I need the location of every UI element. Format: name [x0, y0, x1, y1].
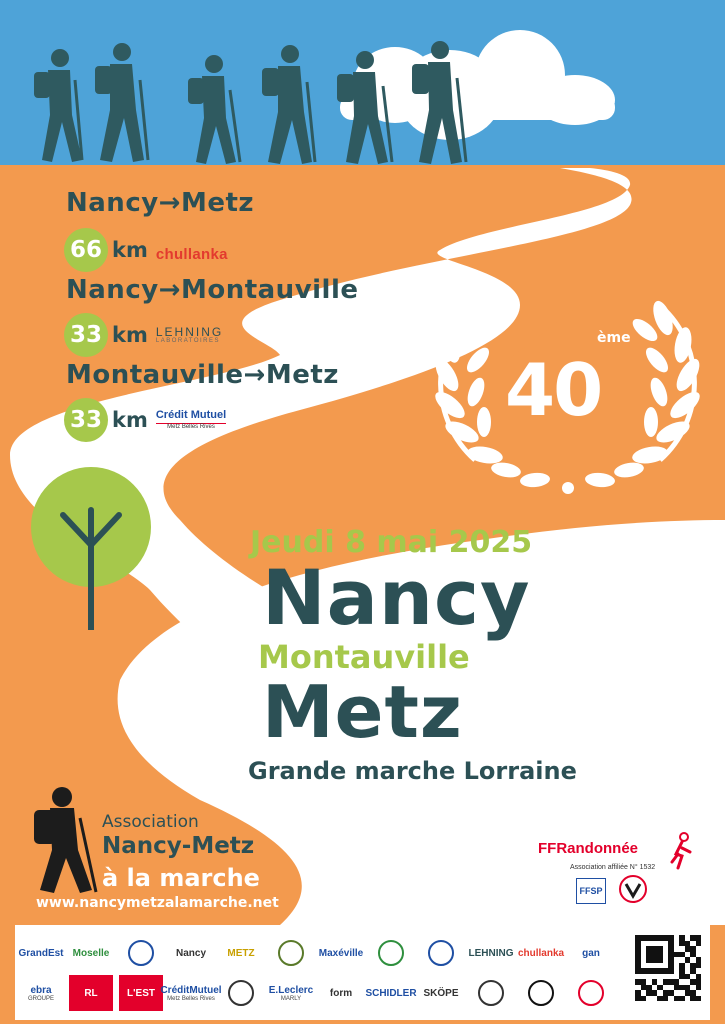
round-dark-logo — [219, 975, 263, 1011]
sponsor-lehning-name: LEHNING — [155, 325, 224, 339]
credit-mutuel-label: CréditMutuel — [160, 984, 222, 996]
sponsor-credit-mutuel-sub: Metz Belles Rives — [156, 423, 226, 430]
route-title-1: Nancy→Metz — [66, 188, 255, 218]
shield-green-mark — [378, 940, 404, 966]
credit-mutuel-logo — [160, 975, 222, 1011]
meurthe-moselle-mark — [128, 940, 154, 966]
ebra-logo — [19, 975, 63, 1011]
km-unit: km — [112, 408, 148, 432]
chullanka-label: chullanka — [517, 947, 565, 959]
crest-mark — [278, 940, 304, 966]
ville-nancy-logo — [169, 935, 213, 971]
moselle-label: Moselle — [72, 947, 110, 959]
association-url[interactable]: www.nancymetzalamarche.net — [36, 895, 279, 911]
grand-est-logo — [19, 935, 63, 971]
round-black-logo — [519, 975, 563, 1011]
lest-label: L'EST — [127, 987, 155, 999]
grand-est-label: GrandEst — [18, 947, 64, 959]
ffsp-logo — [576, 878, 606, 904]
eform-label: form — [329, 987, 353, 999]
sponsor-chullanka: chullanka — [155, 245, 228, 263]
route-title-3: Montauville→Metz — [66, 360, 339, 390]
anniversary-number: 40 — [505, 348, 602, 432]
round-emblem-logo — [469, 975, 513, 1011]
km-unit: km — [112, 323, 148, 347]
ville-metz-logo — [219, 935, 263, 971]
event-subtitle: Grande marche Lorraine — [248, 757, 577, 785]
leclerc-label: E.Leclerc — [268, 984, 314, 996]
crest-logo — [269, 935, 313, 971]
ffsp-text: FFSP — [579, 886, 603, 896]
lest-logo — [119, 975, 163, 1011]
sponsor-lehning — [156, 326, 223, 344]
maxeville-label: Maxéville — [318, 947, 364, 959]
rl-logo — [69, 975, 113, 1011]
route-distance-1 — [64, 228, 228, 272]
chullanka-logo — [519, 935, 563, 971]
anniversary-suffix: ème — [597, 330, 631, 346]
gan-logo — [569, 935, 613, 971]
leclerc-logo — [269, 975, 313, 1011]
blue-square-mark — [428, 940, 454, 966]
lehning-label: LEHNING — [468, 947, 514, 959]
association-name-line2: à la marche — [102, 864, 260, 892]
skope-label: SKÖPE — [423, 987, 459, 999]
ville-nancy-label: Nancy — [175, 947, 206, 959]
rl-label: RL — [84, 987, 98, 999]
gan-label: gan — [582, 947, 600, 959]
credit-mutuel-sub: Metz Belles Rives — [167, 995, 215, 1002]
km-value: 66 — [64, 228, 108, 272]
association-label: Association — [102, 812, 199, 832]
sponsor-credit-mutuel-name: Crédit Mutuel — [155, 409, 227, 422]
sponsor-credit-mutuel — [156, 410, 226, 430]
federation-emblem-icon — [618, 874, 648, 904]
route-title-2: Nancy→Montauville — [66, 275, 359, 305]
route-distance-2 — [64, 313, 223, 357]
swiss-cross-logo — [569, 975, 613, 1011]
round-dark-mark — [228, 980, 254, 1006]
blue-square-logo — [419, 935, 463, 971]
association-name-line1: Nancy-Metz — [102, 833, 255, 859]
meurthe-moselle-logo — [119, 935, 163, 971]
event-city-metz: Metz — [262, 670, 463, 754]
skope-logo — [419, 975, 463, 1011]
event-city-montauville: Montauville — [258, 638, 470, 676]
event-city-nancy: Nancy — [262, 553, 531, 642]
round-black-mark — [528, 980, 554, 1006]
km-unit: km — [112, 238, 148, 262]
ffrandonnee-affiliation: Association affiliée N° 1532 — [570, 864, 656, 871]
maxeville-logo — [319, 935, 363, 971]
schidler-label: SCHIDLER — [365, 987, 417, 999]
sponsor-strip — [15, 925, 710, 1020]
eform-logo — [319, 975, 363, 1011]
km-value: 33 — [64, 313, 108, 357]
swiss-cross-mark — [578, 980, 604, 1006]
round-emblem-mark — [478, 980, 504, 1006]
qr-code-icon[interactable] — [633, 933, 703, 1013]
route-distance-3 — [64, 398, 226, 442]
moselle-logo — [69, 935, 113, 971]
schidler-logo — [365, 975, 417, 1011]
sponsor-lehning-sub: LABORATOIRES — [155, 338, 220, 344]
ville-metz-label: METZ — [227, 947, 255, 959]
leclerc-sub: MARLY — [280, 995, 302, 1002]
ebra-sub: GROUPE — [27, 995, 54, 1002]
lehning-logo — [469, 935, 513, 971]
km-value: 33 — [64, 398, 108, 442]
ffrandonnee-name: FFRandonnée — [538, 840, 638, 857]
shield-green-logo — [369, 935, 413, 971]
walker-red-icon — [668, 832, 694, 870]
ebra-label: ebra — [30, 984, 52, 996]
event-date: Jeudi 8 mai 2025 — [250, 525, 533, 560]
